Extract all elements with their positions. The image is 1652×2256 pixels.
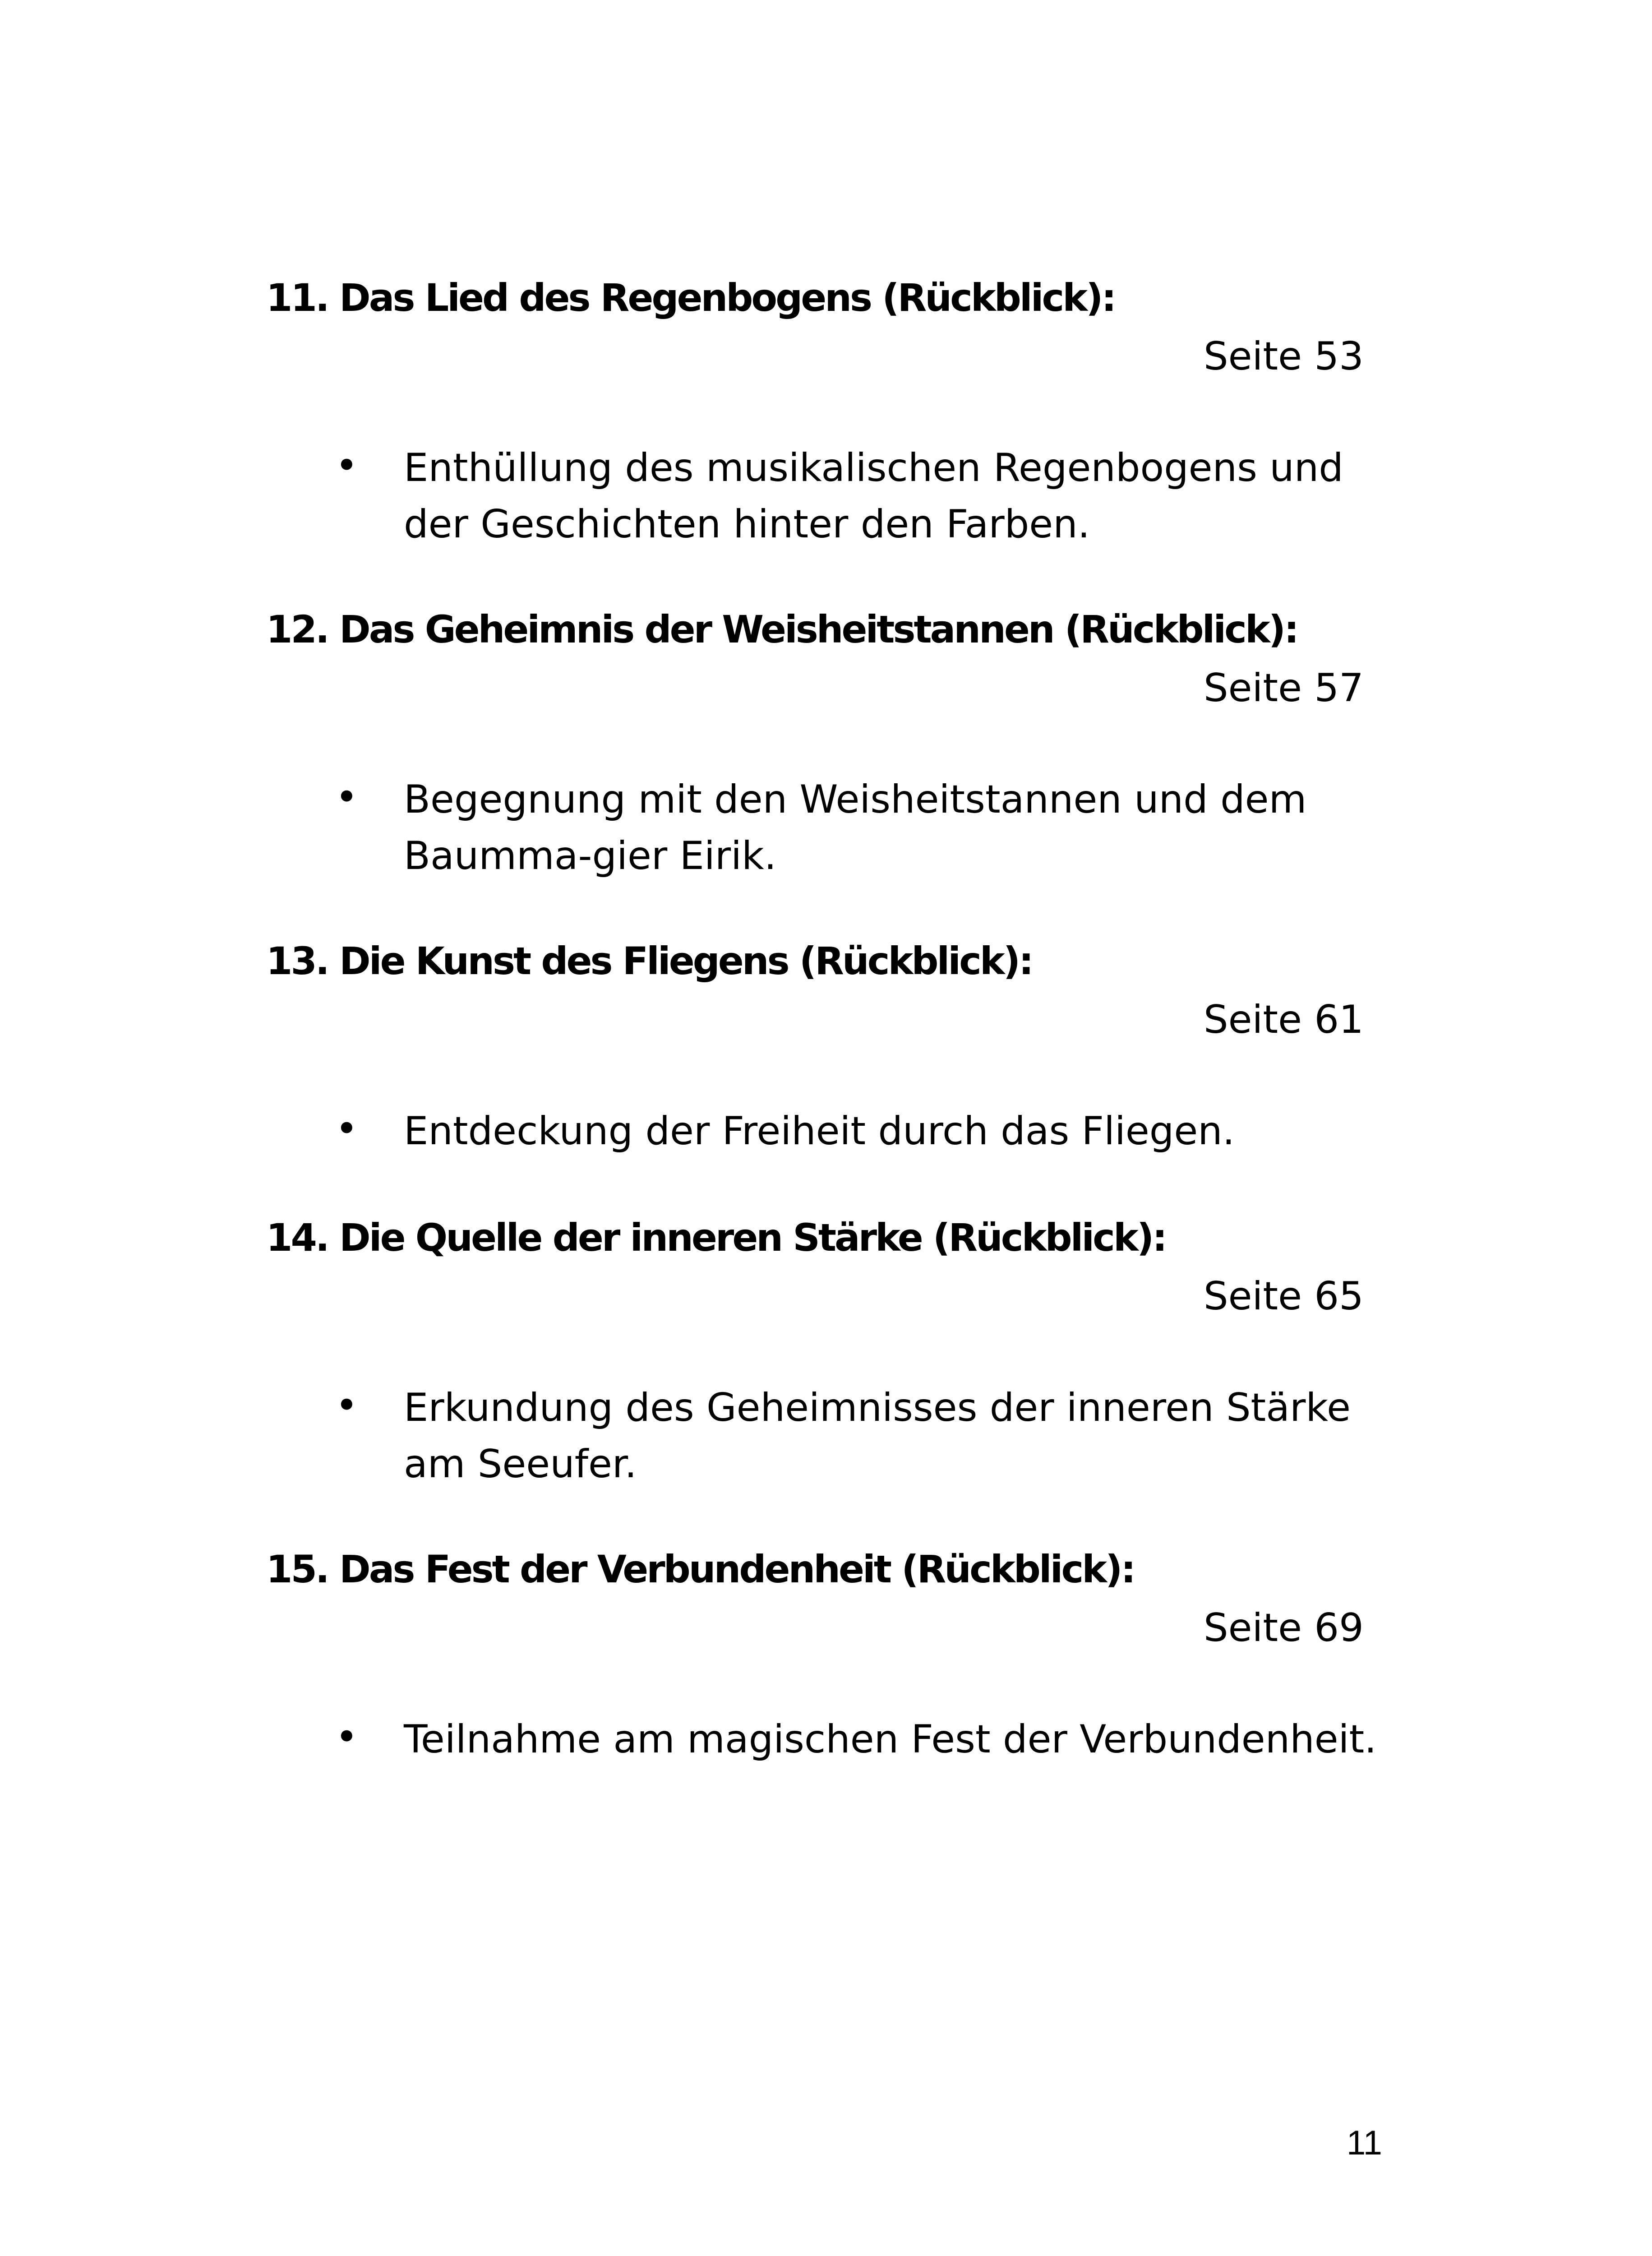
bullet-icon: • (335, 1383, 358, 1428)
entry-title: 15. Das Fest der Verbundenheit (Rückblick): (266, 1547, 1135, 1591)
entry-page-reference: Seite 53 (1204, 334, 1364, 379)
toc-entry-11 (266, 273, 1394, 547)
entry-page-reference: Seite 61 (1204, 997, 1364, 1042)
bullet-icon: • (335, 1106, 358, 1151)
bullet-icon: • (335, 1715, 358, 1760)
bullet-icon: • (335, 775, 358, 820)
entry-title: 14. Die Quelle der inneren Stärke (Rückblick): (266, 1216, 1166, 1260)
bullet-icon: • (335, 443, 358, 488)
entry-title: 12. Das Geheimnis der Weisheitstannen (Rückblick): (266, 607, 1297, 652)
toc-entry-12 (266, 605, 1394, 878)
page-number: 11 (1347, 2124, 1382, 2162)
entry-page-reference: Seite 69 (1204, 1605, 1364, 1650)
toc-entry-15 (266, 1544, 1394, 1762)
entry-title: 11. Das Lied des Regenbogens (Rückblick): (266, 276, 1115, 320)
entry-description: Teilnahme am magischen Fest der Verbundenheit. (404, 1717, 1377, 1762)
entry-title: 13. Die Kunst des Fliegens (Rückblick): (266, 939, 1032, 983)
entry-page-reference: Seite 65 (1204, 1274, 1364, 1319)
entry-description: Begegnung mit den Weisheitstannen und dem Baumma-gier Eirik. (404, 777, 1307, 878)
entry-description: Entdeckung der Freiheit durch das Fliegen. (404, 1109, 1235, 1154)
entry-page-reference: Seite 57 (1204, 666, 1364, 711)
entry-description: Enthüllung des musikalischen Regenbogens und der Geschichten hinter den Farben. (404, 445, 1343, 547)
toc-entry-13 (266, 936, 1394, 1154)
entry-description: Erkundung des Geheimnisses der inneren Stärke am Seeufer. (404, 1385, 1351, 1487)
toc-entry-14 (266, 1213, 1394, 1487)
